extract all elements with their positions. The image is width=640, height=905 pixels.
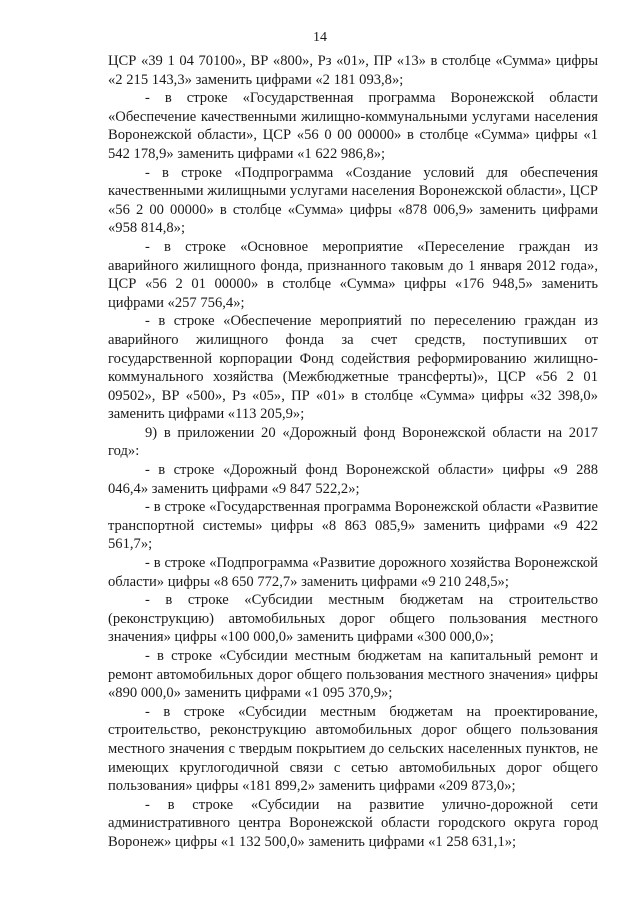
document-paragraph: 9) в приложении 20 «Дорожный фонд Воронежской области на 2017 год»: [108, 424, 598, 460]
document-paragraph: - в строке «Обеспечение мероприятий по переселению граждан из аварийного жилищного фонда за счет средств, поступивших от государственной корпорации Фонд содействия реформированию жилищно-коммунального хозяйства (Межбюджетные трансферты)», ЦСР «56 2 01 09502», ВР «500», Рз «05», ПР «01» в столбце «Сумма» цифры «32 398,0» заменить цифрами «113 205,9»; [108, 313, 598, 423]
document-paragraph: - в строке «Дорожный фонд Воронежской области» цифры «9 288 046,4» заменить цифрами «9 847 522,2»; [108, 462, 598, 497]
document-paragraph: - в строке «Подпрограмма «Создание условий для обеспечения качественными жилищными услугами населения Воронежской области», ЦСР «56 2 00 00000» в столбце «Сумма» цифры «878 006,9» заменить цифрами «958 814,8»; [108, 164, 598, 237]
document-paragraph: - в строке «Основное мероприятие «Переселение граждан из аварийного жилищного фонда, признанного таковым до 1 января 2012 года», ЦСР «56 2 01 00000» в столбце «Сумма» цифры «176 948,5» заменить цифрами «257 756,4»; [108, 238, 598, 311]
document-paragraph: - в строке «Субсидии на развитие улично-дорожной сети административного центра Воронежской области городского округа город Воронеж» цифры «1 132 500,0» заменить цифрами «1 258 631,1»; [108, 796, 598, 850]
document-body [108, 52, 598, 852]
document-paragraph: - в строке «Государственная программа Воронежской области «Развитие транспортной системы» цифры «8 863 085,9» заменить цифрами «9 422 561,7»; [108, 499, 598, 553]
page-number: 14 [313, 30, 327, 45]
document-paragraph: ЦСР «39 1 04 70100», ВР «800», Рз «01», ПР «13» в столбце «Сумма» цифры «2 215 143,3» заменить цифрами «2 181 093,8»; [108, 53, 598, 88]
document-paragraph: - в строке «Субсидии местным бюджетам на проектирование, строительство, реконструкцию автомобильных дорог общего пользования местного значения с твердым покрытием до сельских населенных пунктов, не имеющих круглогодичной связи с сетью автомобильных дорог общего пользования» цифры «181 899,2» заменить цифрами «209 873,0»; [108, 703, 598, 795]
document-paragraph: - в строке «Субсидии местным бюджетам на строительство (реконструкцию) автомобильных дорог общего пользования местного значения» цифры «100 000,0» заменить цифрами «300 000,0»; [108, 592, 598, 646]
document-paragraph: - в строке «Субсидии местным бюджетам на капитальный ремонт и ремонт автомобильных дорог общего пользования местного значения» цифры «890 000,0» заменить цифрами «1 095 370,9»; [108, 648, 598, 702]
document-paragraph: - в строке «Подпрограмма «Развитие дорожного хозяйства Воронежской области» цифры «8 650 772,7» заменить цифрами «9 210 248,5»; [108, 555, 598, 590]
document-paragraph: - в строке «Государственная программа Воронежской области «Обеспечение качественными жилищно-коммунальными услугами населения Воронежской области», ЦСР «56 0 00 00000» в столбце «Сумма» цифры «1 542 178,9» заменить цифрами «1 622 986,8»; [108, 90, 598, 162]
